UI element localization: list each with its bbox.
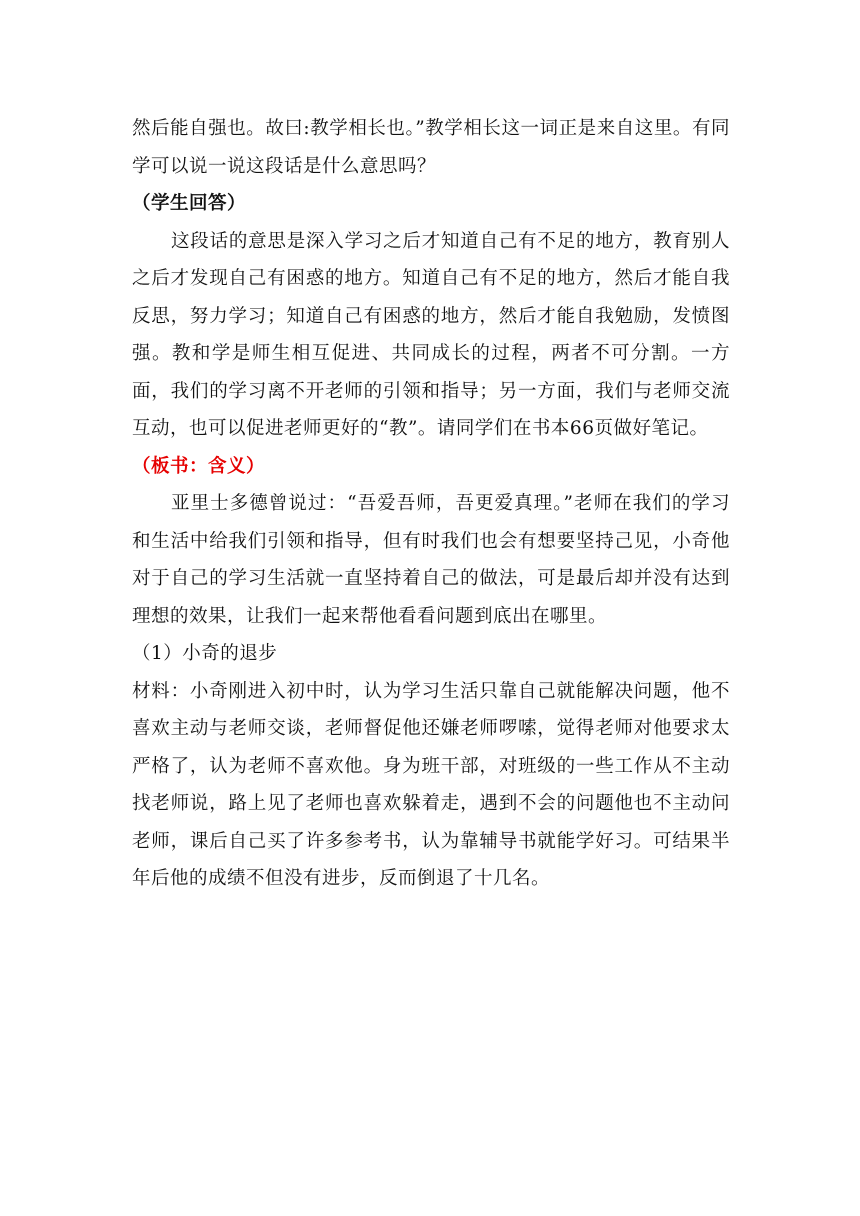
student-answer-heading: （学生回答） bbox=[132, 193, 247, 214]
material-paragraph: 小奇刚进入初中时，认为学习生活只靠自己就能解决问题，他不喜欢主动与老师交谈，老师督促他还嫌老师啰嗦，觉得老师对他要求太严格了，认为老师不喜欢他。身为班干部，对班级的一些工作从不主动找老师说，路上见了老师也喜欢躲着走，遇到不会的问题他也不主动问老师，课后自己买了许多参考书，认为靠辅导书就能学好习。可结果半年后他的成绩不但没有进步，反而倒退了十几名。 bbox=[132, 680, 730, 889]
aristotle-paragraph: 亚里士多德曾说过：“吾爱吾师，吾更爱真理。”老师在我们的学习和生活中给我们引领和指导，但有时我们也会有想要坚持己见，小奇他对于自己的学习生活就一直坚持着自己的做法，可是最后却并没有达到理想的效果，让我们一起来帮他看看问题到底出在哪里。 bbox=[132, 493, 730, 627]
continuation-paragraph: 然后能自强也。故曰:教学相长也。”教学相长这一词正是来自这里。有同学可以说一说这段话是什么意思吗？ bbox=[132, 118, 730, 177]
material-paragraph-block bbox=[132, 673, 730, 898]
explanation-paragraph: 这段话的意思是深入学习之后才知道自己有不足的地方，教育别人之后才发现自己有困惑的地方。知道自己有不足的地方，然后才能自我反思，努力学习；知道自己有困惑的地方，然后才能自我勉励，发愤图强。教和学是师生相互促进、共同成长的过程，两者不可分割。一方面，我们的学习离不开老师的引领和指导；另一方面，我们与老师交流互动，也可以促进老师更好的“教”。请同学们在书本66页做好笔记。 bbox=[132, 230, 730, 439]
blackboard-note-heading: （板书：含义） bbox=[132, 455, 266, 477]
document-body bbox=[132, 110, 730, 898]
section-heading: （1）小奇的退步 bbox=[132, 643, 278, 664]
material-label: 材料： bbox=[132, 680, 190, 702]
